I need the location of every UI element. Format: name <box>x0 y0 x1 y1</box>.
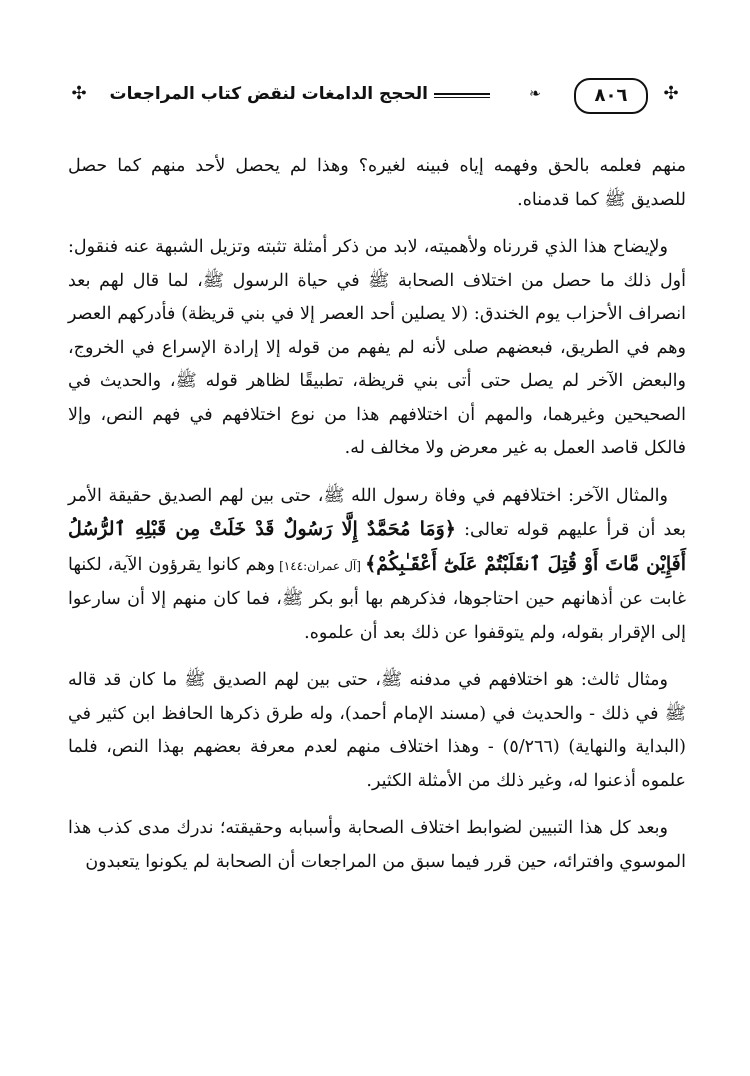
ornament-flourish-icon: ❧ <box>500 84 570 104</box>
page-number: ٨٠٦ <box>574 78 648 114</box>
page-body <box>68 150 686 893</box>
verse-reference: [آل عمران:١٤٤] <box>274 558 366 573</box>
paragraph-2: ولإيضاح هذا الذي قررناه ولأهميته، لابد من ذكر أمثلة تثبته وتزيل الشبهة عنه فنقول: أول ذلك ما حصل من اختلاف الصحابة ﷺ في حياة الرسول ﷺ، لما قال لهم بعد انصراف الأحزاب يوم الخندق: (لا يصلين أحد العصر إلا في بني قريظة) فأدركهم العصر وهم في الطريق، فبعضهم صلى لأنه لم يفهم من قوله إلا إرادة الإسراع في الخروج، والبعض الآخر لم يصل حتى أتى بني قريظة، تطبيقًا لظاهر قوله ﷺ، والحديث في الصحيحين وغيرهما، والمهم أن اختلافهم هذا من نوع اختلافهم في فهم النص، وإلا فالكل قاصد العمل به غير معرض ولا مخالف له. <box>68 237 686 458</box>
ornament-left-icon: ✣ <box>71 83 87 104</box>
paragraph-3 <box>68 480 686 651</box>
page-header <box>68 72 686 118</box>
quran-verse: ﴿وَمَا مُحَمَّدٌ إِلَّا رَسُولٌ قَدْ خَلَتْ مِن قَبْلِهِ ٱلرُّسُلُ أَفَإِيْن مَّاتَ أَوْ قُتِلَ ٱنقَلَبْتُمْ عَلَىٰٓ أَعْقَـٰبِكُمْ﴾ <box>68 518 686 575</box>
paragraph-3-intro: والمثال الآخر: اختلافهم في وفاة رسول الله ﷺ، حتى بين لهم الصديق حقيقة الأمر بعد أن قرأ عليهم قوله تعالى: <box>68 485 686 540</box>
book-title: الحجج الدامغات لنقض كتاب المراجعات <box>92 82 434 106</box>
paragraph-1: منهم فعلمه بالحق وفهمه إياه فبينه لغيره؟ وهذا لم يحصل لأحد منهم كما حصل للصديق ﷺ كما قدمناه. <box>68 156 686 210</box>
paragraph-3-rest: وهم كانوا يقرؤون الآية، لكنها غابت عن أذهانهم حين احتاجوها، فذكرهم بها أبو بكر ﷺ، فما كان منهم إلا أن سارعوا إلى الإقرار بقوله، ولم يتوقفوا عن ذلك بعد أن علموه. <box>68 554 686 643</box>
ornament-right-icon: ✣ <box>663 83 679 104</box>
paragraph-4: ومثال ثالث: هو اختلافهم في مدفنه ﷺ، حتى بين لهم الصديق ﷺ ما كان قد قاله ﷺ في ذلك - والحديث في (مسند الإمام أحمد)، وله طرق ذكرها الحافظ ابن كثير في (البداية والنهاية) (٥/٢٦٦) - وهذا اختلاف منهم لعدم معرفة بعضهم بهذا النص، فلما علموه أذعنوا له، وغير ذلك من الأمثلة الكثير. <box>68 670 686 791</box>
paragraph-5: وبعد كل هذا التبيين لضوابط اختلاف الصحابة وأسبابه وحقيقته؛ ندرك مدى كذب هذا الموسوي وافترائه، حين قرر فيما سبق من المراجعات أن الصحابة لم يكونوا يتعبدون <box>68 818 686 872</box>
